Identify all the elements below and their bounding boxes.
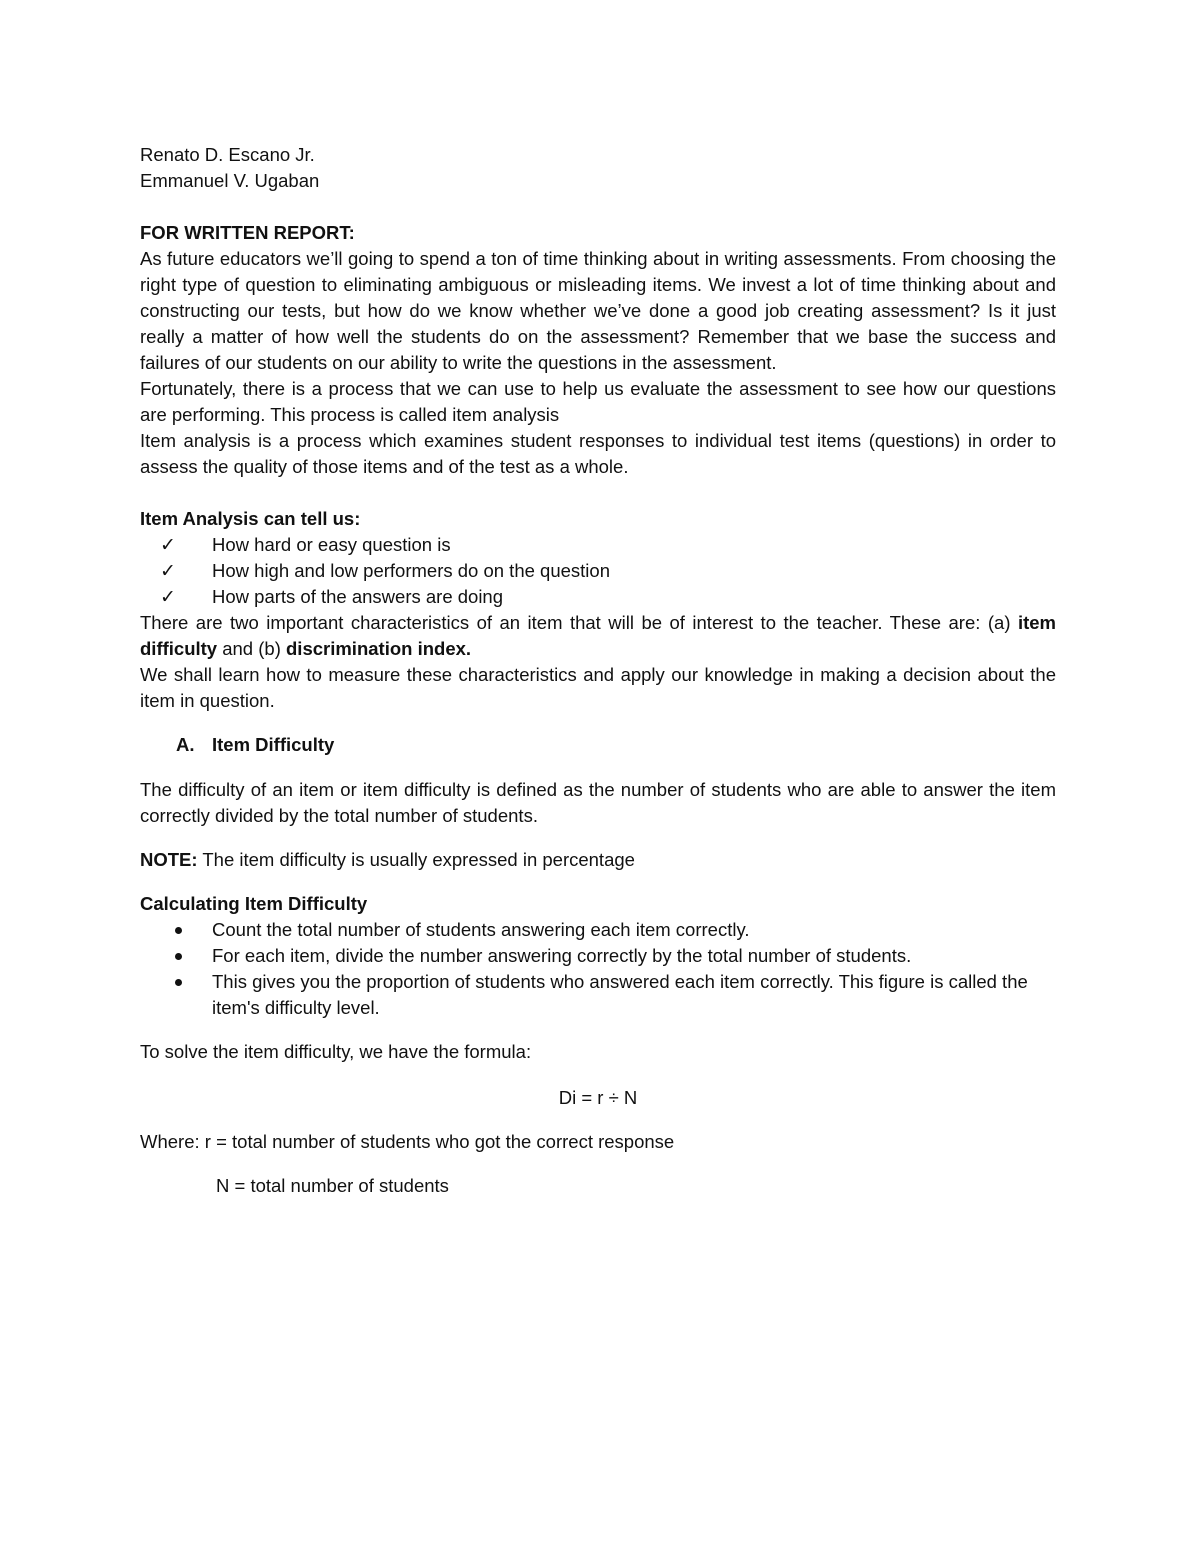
section-title: Item Difficulty [212,734,335,755]
intro-paragraph: As future educators we’ll going to spend a ton of time thinking about in writing assessments. From choosing the right type of question to eliminating ambiguous or misleading items. We invest a lot of time thinking about and constructing our tests, but how do we know whether we’ve done a good job creating assessment? Is it just really a matter of how well the students do on the assessment? Remember that we base the success and failures of our students on our ability to write the questions in the assessment. [140,248,1056,373]
document-body [140,142,1056,1199]
difficulty-formula: Di = r ÷ N [558,1086,638,1108]
characteristics-paragraph: There are two important characteristics of an item that will be of interest to the teacher. These are: (a) item difficulty and (b) discrimination index. [140,612,1056,659]
note-line: NOTE: The item difficulty is usually expressed in percentage [140,848,635,870]
list-item: ✓ How hard or easy question is [160,534,451,556]
definition-paragraph: Item analysis is a process which examines student responses to individual test items (questions) in order to assess the quality of those items and of the test as a whole. [140,430,1056,477]
bullet-icon [175,979,182,986]
fortunately-paragraph: Fortunately, there is a process that we can use to help us evaluate the assessment to see how our questions are performing. This process is called item analysis [140,378,1056,425]
list-item: This gives you the proportion of students who answered each item correctly. This figure is called the item's difficulty level. [140,969,1056,1021]
calculating-heading: Calculating Item Difficulty [140,892,368,914]
calculating-steps-list [140,917,1056,1021]
measure-paragraph: We shall learn how to measure these characteristics and apply our knowledge in making a decision about the item in question. [140,664,1056,711]
list-item: ✓ How parts of the answers are doing [160,586,504,608]
bullet-icon [175,953,182,960]
list-item: ✓ How high and low performers do on the question [160,560,610,582]
difficulty-definition: The difficulty of an item or item difficulty is defined as the number of students who are able to answer the item correctly divided by the total number of students. [140,778,1056,826]
list-item: Count the total number of students answering each item correctly. [140,917,1056,943]
where-line: Where: r = total number of students who got the correct response [140,1131,675,1152]
tell-us-list [140,532,1056,610]
list-item: For each item, divide the number answering correctly by the total number of students. [140,943,1056,969]
bullet-icon [175,927,182,934]
n-definition-line: N = total number of students [216,1175,449,1196]
checkmark-icon: ✓ [160,560,176,582]
formula-intro: To solve the item difficulty, we have the formula: [140,1040,532,1062]
note-label: NOTE: [140,848,198,870]
author-name: Emmanuel V. Ugaban [140,170,320,191]
tell-us-heading: Item Analysis can tell us: [140,508,361,529]
section-marker: A. [176,734,195,755]
author-name: Renato D. Escano Jr. [140,144,315,165]
section-a-heading [140,732,1056,758]
checkmark-icon: ✓ [160,534,176,556]
checkmark-icon: ✓ [160,586,176,608]
report-heading: FOR WRITTEN REPORT: [140,222,355,243]
